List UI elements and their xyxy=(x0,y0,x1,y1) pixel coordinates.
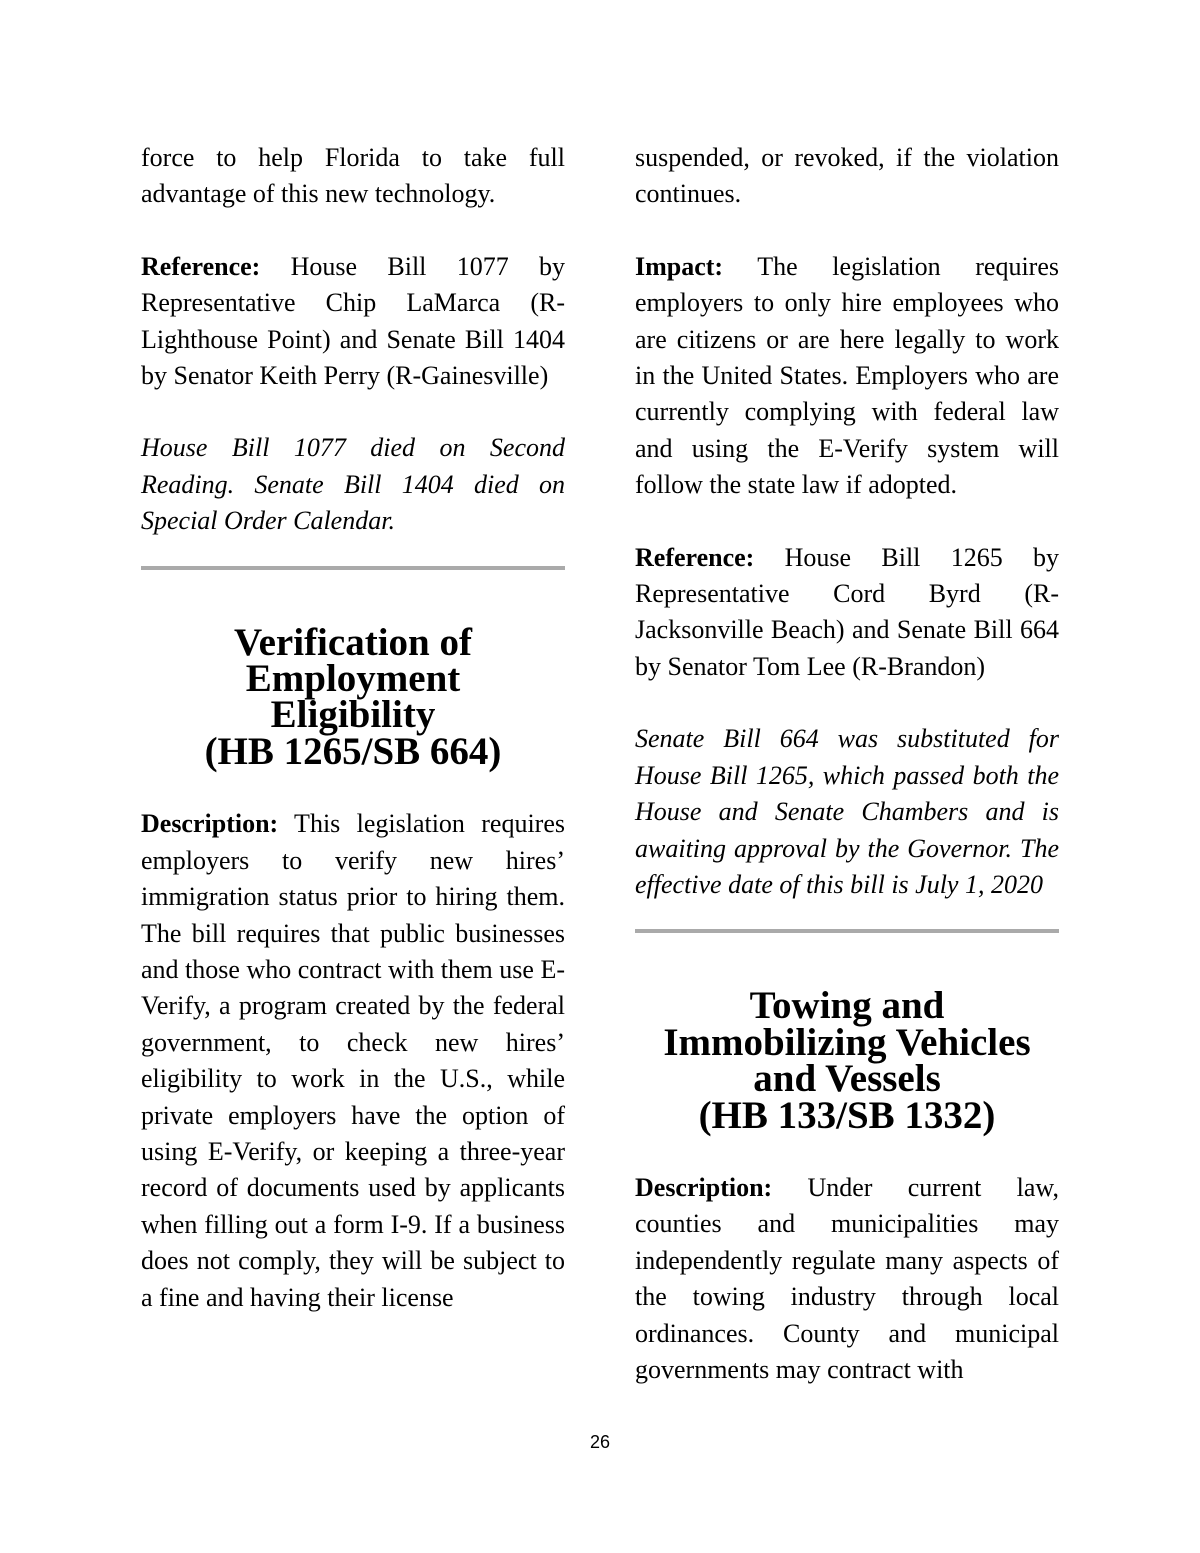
heading-bill-numbers: (HB 133/SB 1332) xyxy=(698,1093,996,1137)
heading-line: Eligibility xyxy=(270,693,436,737)
section-heading xyxy=(141,620,565,773)
heading-line: Verification of Employment xyxy=(234,620,472,701)
reference-text: House Bill 1265 by Representative Cord Byrd (R-Jacksonville Beach) and Senate Bill 664 by Senator Tom Lee (R-Brandon) xyxy=(635,542,1059,681)
left-column xyxy=(141,140,565,1316)
description-label: Description: xyxy=(141,809,279,839)
continuation-paragraph: suspended, or revoked, if the violation continues. xyxy=(635,143,1059,209)
reference-text: House Bill 1077 by Representative Chip LaMarca (R-Lighthouse Point) and Senate Bill 1404 by Senator Keith Perry (R-Gainesville) xyxy=(141,251,565,391)
section-heading xyxy=(635,984,1059,1137)
impact-text: The legislation requires employers to only hire employees who are citizens or are here legally to work in the United States. Employers who are currently complying with federal law and using the E-Verify system will follow the state law if adopted. xyxy=(635,251,1059,500)
description-label: Description: xyxy=(635,1172,773,1202)
impact-label: Impact: xyxy=(635,251,724,281)
bill-status-note: Senate Bill 664 was substituted for House Bill 1265, which passed both the House and Senate Chambers and is awaiting approval by the Governor. The effective date of this bill is July 1, 2020 xyxy=(635,724,1059,899)
description-text: Under current law, counties and municipalities may independently regulate many aspects of the towing industry through local ordinances. County and municipal governments may contract with xyxy=(635,1172,1059,1384)
heading-line: and Vessels xyxy=(753,1057,941,1101)
bill-status-note: House Bill 1077 died on Second Reading. Senate Bill 1404 died on Special Order Calendar. xyxy=(141,433,565,536)
reference-paragraph xyxy=(141,249,565,395)
reference-label: Reference: xyxy=(635,542,755,572)
impact-paragraph xyxy=(635,249,1059,504)
heading-line: Towing and Immobilizing Vehicles xyxy=(663,984,1031,1064)
page-number: 26 xyxy=(589,1432,611,1452)
section-divider xyxy=(635,929,1059,933)
description-paragraph xyxy=(141,806,565,1316)
reference-label: Reference: xyxy=(141,251,261,281)
reference-paragraph xyxy=(635,540,1059,686)
heading-bill-numbers: (HB 1265/SB 664) xyxy=(204,729,502,773)
description-text: This legislation requires employers to verify new hires’ immigration status prior to hiring them. The bill requires that public businesses and those who contract with them use E-Verify, a program created by the federal government, to check new hires’ eligibility to work in the U.S., while private employers have the option of using E-Verify, or keeping a three-year record of documents used by applicants when filling out a form I-9. If a business does not comply, they will be subject to a fine and having their license xyxy=(141,809,565,1312)
description-paragraph xyxy=(635,1170,1059,1388)
intro-paragraph: force to help Florida to take full advantage of this new technology. xyxy=(141,143,565,209)
right-column xyxy=(635,140,1059,1388)
section-divider xyxy=(141,566,565,570)
